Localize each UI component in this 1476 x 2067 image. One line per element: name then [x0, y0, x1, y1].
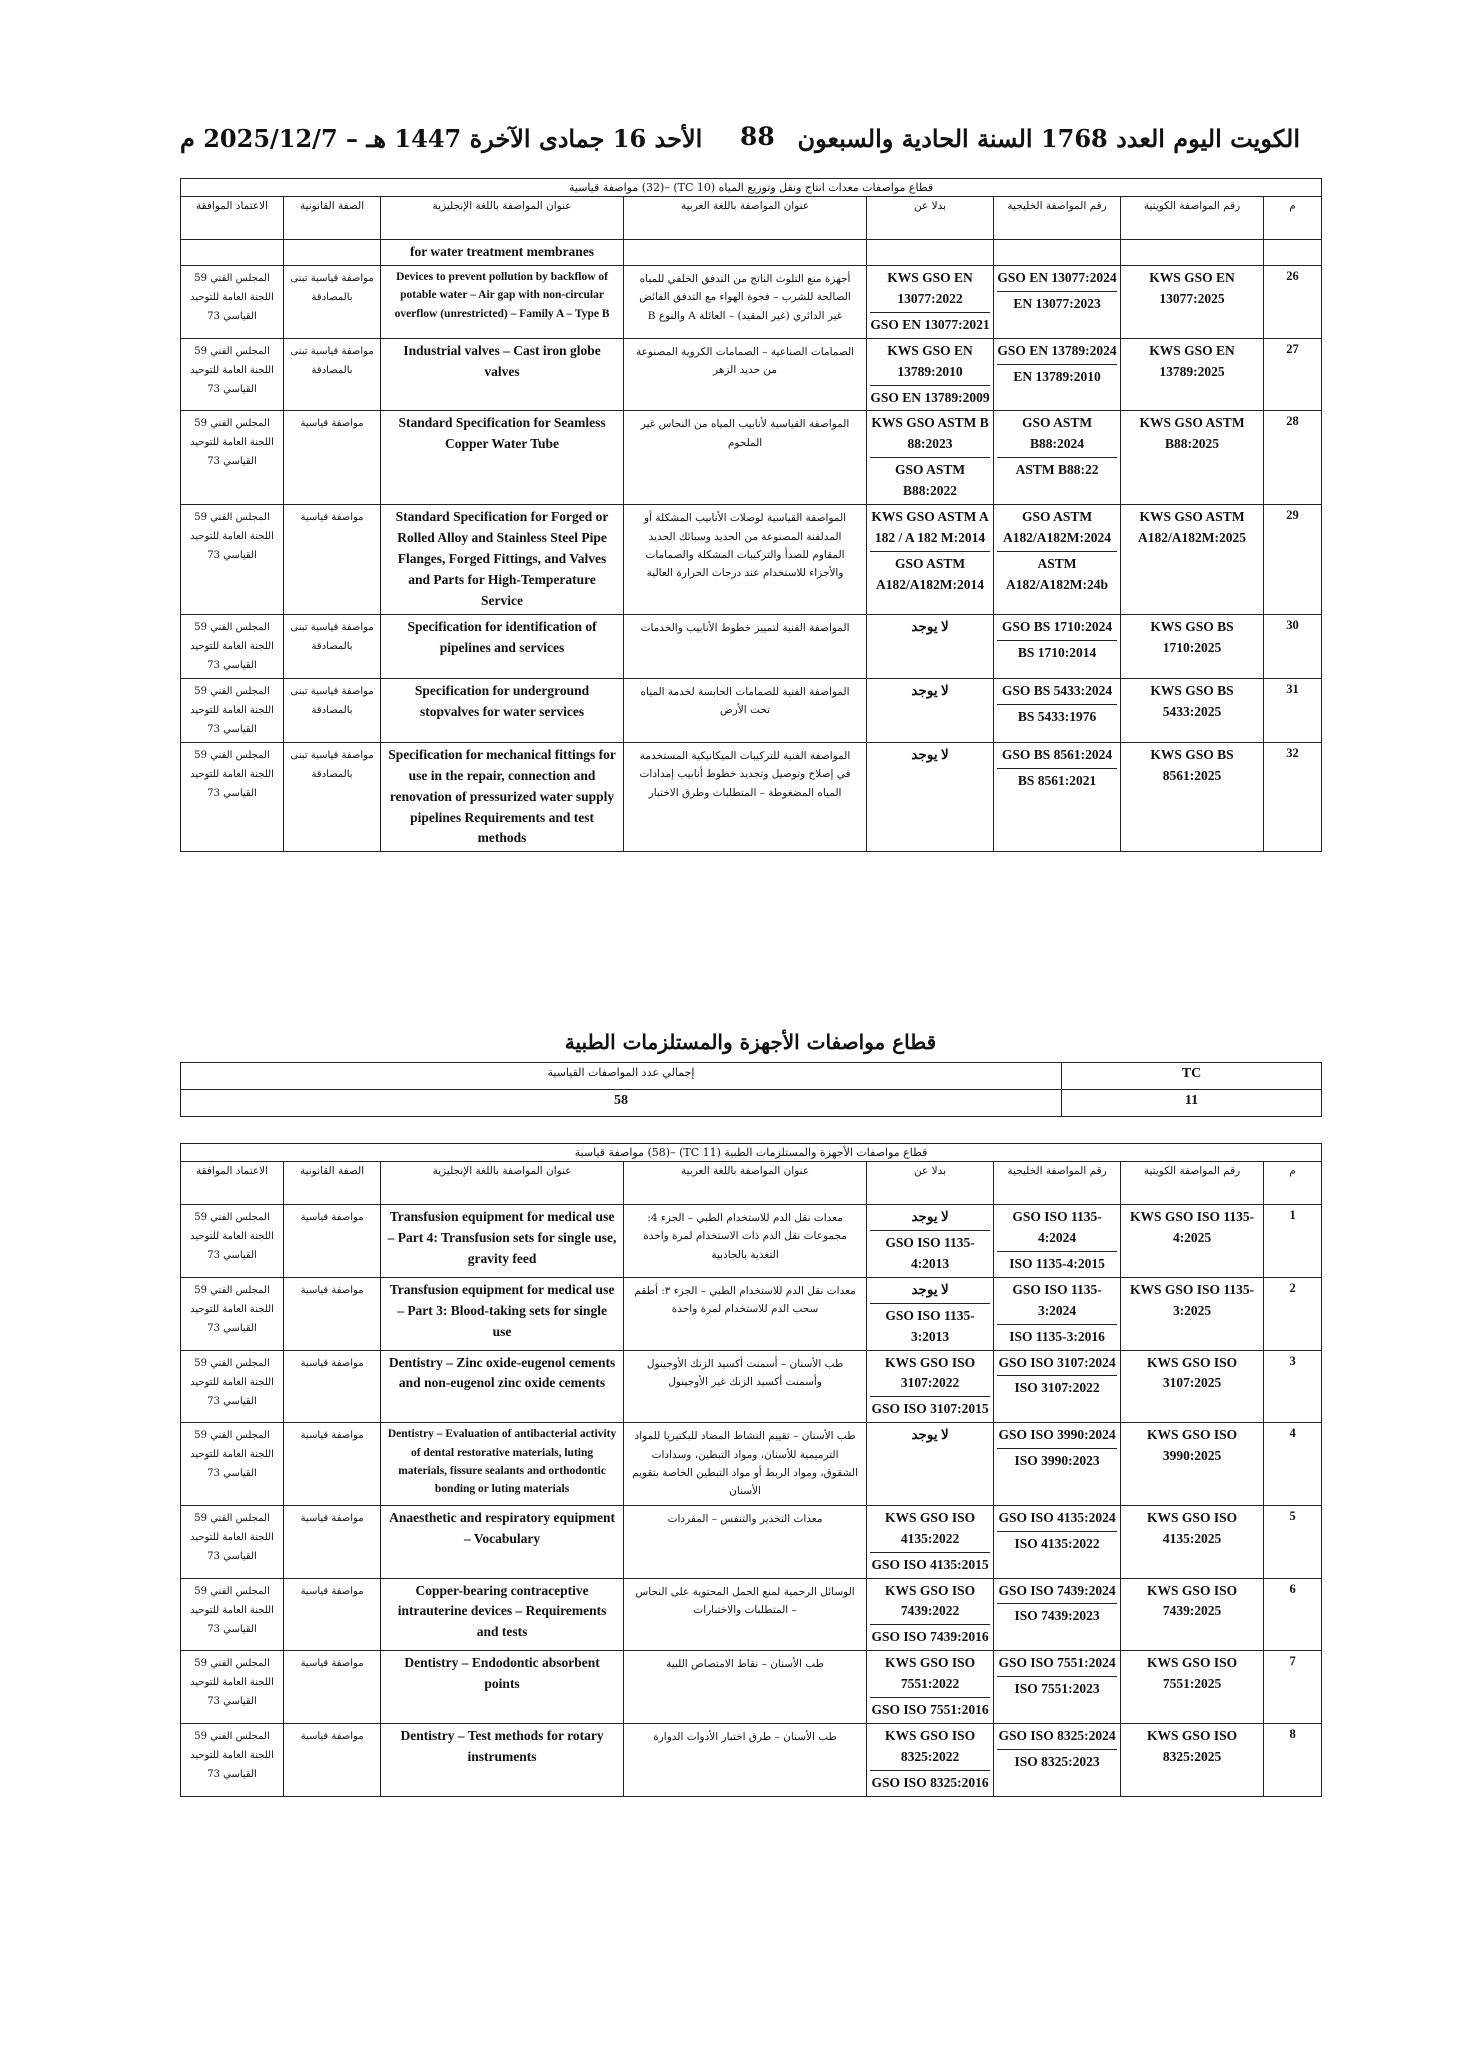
col-header-title-en: عنوان المواصفة باللغة الإنجليزية — [381, 1162, 624, 1205]
title-en: Industrial valves – Cast iron globe valves — [381, 338, 624, 411]
col-header-no: م — [1264, 1162, 1322, 1205]
gso-number-entry: GSO ISO 4135:2024 — [998, 1509, 1116, 1525]
table-row — [181, 1277, 1322, 1350]
col-header-status: الصفة القانونية — [284, 1162, 381, 1205]
total-label: إجمالي عدد المواصفات القياسية — [181, 1063, 1062, 1090]
table-row — [181, 1651, 1322, 1724]
replaces-entry: لا يوجد — [911, 1427, 949, 1443]
gso-number — [994, 1651, 1121, 1724]
legal-status: مواصفة قياسية — [284, 1350, 381, 1423]
replaces-entry: لا يوجد — [911, 746, 949, 762]
approval: المجلس الفني 59 اللجنة العامة للتوحيد القياسي 73 — [181, 411, 284, 505]
gso-number-entry: ASTM A182/A182M:24b — [997, 551, 1117, 596]
gso-number-entry: GSO BS 1710:2024 — [1001, 618, 1113, 634]
table-tc11 — [180, 1143, 1322, 1797]
page-header — [180, 118, 1300, 158]
title-ar: طب الأسنان – أسمنت أكسيد الزنك الأوجينول وأسمنت أكسيد الزنك غير الأوجينول — [624, 1350, 867, 1423]
gso-number-entry: EN 13789:2010 — [997, 364, 1117, 388]
table-caption: قطاع مواصفات الأجهزة والمستلزمات الطبية (TC 11) –(58) مواصفة قياسية — [181, 1144, 1322, 1162]
table-row — [181, 1423, 1322, 1506]
replaces-entry: GSO ISO 7551:2016 — [870, 1697, 990, 1721]
approval: المجلس الفني 59 اللجنة العامة للتوحيد القياسي 73 — [181, 1505, 284, 1578]
approval: المجلس الفني 59 اللجنة العامة للتوحيد القياسي 73 — [181, 1277, 284, 1350]
row-number: 4 — [1264, 1423, 1322, 1506]
title-en: Devices to prevent pollution by backflow of potable water – Air gap with non-circular overflow (unrestricted) – Family A – Type B — [381, 265, 624, 338]
row-number: 30 — [1264, 614, 1322, 678]
col-header-kws: رقم المواصفة الكويتية — [1121, 197, 1264, 240]
replaces-entry: KWS GSO ISO 4135:2022 — [885, 1509, 976, 1546]
gso-number-entry: BS 1710:2014 — [997, 640, 1117, 664]
gso-number-entry: ISO 7439:2023 — [997, 1603, 1117, 1627]
legal-status: مواصفة قياسية تبنى بالمصادقة — [284, 614, 381, 678]
kws-number: KWS GSO BS 1710:2025 — [1121, 614, 1264, 678]
table-row — [181, 505, 1322, 615]
row-number: 3 — [1264, 1350, 1322, 1423]
approval: المجلس الفني 59 اللجنة العامة للتوحيد القياسي 73 — [181, 338, 284, 411]
replaces — [867, 678, 994, 742]
title-ar: معدات نقل الدم للاستخدام الطبي – الجزء ٣: أطقم سحب الدم للاستخدام لمرة واحدة — [624, 1277, 867, 1350]
approval: المجلس الفني 59 اللجنة العامة للتوحيد القياسي 73 — [181, 1205, 284, 1278]
kws-number: KWS GSO ASTM B88:2025 — [1121, 411, 1264, 505]
gso-number — [994, 1724, 1121, 1797]
carry-over-title-en: for water treatment membranes — [381, 240, 624, 266]
gso-number-entry: GSO ISO 7439:2024 — [998, 1582, 1116, 1598]
legal-status: مواصفة قياسية — [284, 1423, 381, 1506]
title-en: Standard Specification for Seamless Copper Water Tube — [381, 411, 624, 505]
row-number: 28 — [1264, 411, 1322, 505]
approval: المجلس الفني 59 اللجنة العامة للتوحيد القياسي 73 — [181, 1423, 284, 1506]
kws-number: KWS GSO EN 13789:2025 — [1121, 338, 1264, 411]
replaces — [867, 1350, 994, 1423]
replaces-entry: KWS GSO ASTM B 88:2023 — [871, 415, 989, 452]
gso-number-entry: BS 8561:2021 — [997, 768, 1117, 792]
replaces-entry: KWS GSO EN 13789:2010 — [887, 342, 973, 379]
replaces-entry: KWS GSO ISO 8325:2022 — [885, 1728, 976, 1765]
row-number: 29 — [1264, 505, 1322, 615]
title-ar: طب الأسنان – طرق اختبار الأدوات الدوارة — [624, 1724, 867, 1797]
title-ar: طب الأسنان – تقييم النشاط المضاد للبكتيريا للمواد الترميمية للأسنان، ومواد التبطين، وسدادات الشقوق، ومواد الربط أو مواد التبطين الخاصة بتقويم الأسنان — [624, 1423, 867, 1506]
row-number: 6 — [1264, 1578, 1322, 1651]
table-row — [181, 742, 1322, 852]
kws-number: KWS GSO ISO 3990:2025 — [1121, 1423, 1264, 1506]
gso-number-entry: GSO ISO 1135-4:2024 — [1012, 1209, 1102, 1245]
header-issue: الكويت اليوم العدد 1768 السنة الحادية والسبعون — [797, 124, 1300, 153]
legal-status: مواصفة قياسية — [284, 1724, 381, 1797]
approval: المجلس الفني 59 اللجنة العامة للتوحيد القياسي 73 — [181, 265, 284, 338]
gso-number-entry: GSO ISO 8325:2024 — [998, 1728, 1116, 1744]
kws-number: KWS GSO ASTM A182/A182M:2025 — [1121, 505, 1264, 615]
gso-number-entry: GSO ISO 1135-3:2024 — [1012, 1281, 1102, 1318]
replaces-entry: GSO ISO 1135-4:2013 — [870, 1230, 990, 1275]
replaces-entry: GSO ASTM B88:2022 — [870, 457, 990, 502]
title-en: Dentistry – Test methods for rotary instruments — [381, 1724, 624, 1797]
gso-number-entry: ISO 3990:2023 — [997, 1448, 1117, 1472]
replaces-entry: لا يوجد — [911, 618, 949, 634]
gso-number — [994, 338, 1121, 411]
title-ar: المواصفة القياسية لوصلات الأنابيب المشكلة أو المدلفنة المصنوعة من الحديد وسبائك الحديد المقاوم للصدأ والتركيبات المشكلة والصمامات والأجزاء للاستخدام عند درجات الحرارة العالية — [624, 505, 867, 615]
title-en: Specification for identification of pipelines and services — [381, 614, 624, 678]
gso-number-entry: EN 13077:2023 — [997, 291, 1117, 315]
gso-number-entry: ISO 4135:2022 — [997, 1531, 1117, 1555]
row-number: 5 — [1264, 1505, 1322, 1578]
col-header-gso: رقم المواصفة الخليجية — [994, 1162, 1121, 1205]
approval: المجلس الفني 59 اللجنة العامة للتوحيد القياسي 73 — [181, 1350, 284, 1423]
replaces-entry: GSO EN 13077:2021 — [870, 312, 990, 336]
table-row — [181, 338, 1322, 411]
replaces — [867, 1651, 994, 1724]
title-en: Specification for mechanical fittings for use in the repair, connection and renovation of pressurized water supply pipelines Requirements and test methods — [381, 742, 624, 852]
replaces — [867, 742, 994, 852]
title-ar: أجهزة منع التلوث الناتج من التدفق الخلفي للمياه الصالحة للشرب – فجوة الهواء مع التدفق الفائض غير الدائري (غير المقيد) – العائلة A والنوع B — [624, 265, 867, 338]
kws-number: KWS GSO ISO 3107:2025 — [1121, 1350, 1264, 1423]
gso-number — [994, 742, 1121, 852]
title-ar: المواصفة الفنية للتركيبات الميكانيكية المستخدمة في إصلاح وتوصيل وتجديد خطوط أنابيب إمدادات المياه المضغوطة – المتطلبات وطرق الاختبار — [624, 742, 867, 852]
replaces-entry: GSO ASTM A182/A182M:2014 — [870, 551, 990, 596]
legal-status: مواصفة قياسية — [284, 1505, 381, 1578]
tc-label: TC — [1062, 1063, 1322, 1090]
gso-number — [994, 505, 1121, 615]
col-header-title-ar: عنوان المواصفة باللغة العربية — [624, 1162, 867, 1205]
replaces-entry: KWS GSO ASTM A 182 / A 182 M:2014 — [871, 509, 989, 546]
replaces — [867, 411, 994, 505]
approval: المجلس الفني 59 اللجنة العامة للتوحيد القياسي 73 — [181, 1578, 284, 1651]
gso-number-entry: GSO BS 5433:2024 — [1001, 682, 1113, 698]
gso-number-entry: ISO 3107:2022 — [997, 1375, 1117, 1399]
gso-number-entry: ISO 1135-3:2016 — [997, 1324, 1117, 1348]
replaces — [867, 1724, 994, 1797]
row-number: 8 — [1264, 1724, 1322, 1797]
kws-number: KWS GSO ISO 7551:2025 — [1121, 1651, 1264, 1724]
gso-number-entry: GSO BS 8561:2024 — [1001, 746, 1113, 762]
col-header-status: الصفة القانونية — [284, 197, 381, 240]
col-header-title-ar: عنوان المواصفة باللغة العربية — [624, 197, 867, 240]
approval: المجلس الفني 59 اللجنة العامة للتوحيد القياسي 73 — [181, 1724, 284, 1797]
title-ar: الصمامات الصناعية – الصمامات الكروية المصنوعة من حديد الزهر — [624, 338, 867, 411]
replaces-entry: GSO ISO 7439:2016 — [870, 1624, 990, 1648]
gso-number — [994, 1350, 1121, 1423]
gso-number-entry: GSO ASTM B88:2024 — [1021, 415, 1093, 452]
title-ar: المواصفة القياسية لأنابيب المياه من النحاس غير الملحوم — [624, 411, 867, 505]
gso-number-entry: GSO ISO 3990:2024 — [998, 1427, 1116, 1443]
title-ar: طب الأسنان – نقاط الامتصاص اللبية — [624, 1651, 867, 1724]
gso-number — [994, 678, 1121, 742]
gso-number — [994, 1578, 1121, 1651]
legal-status: مواصفة قياسية تبنى بالمصادقة — [284, 742, 381, 852]
title-en: Anaesthetic and respiratory equipment – Vocabulary — [381, 1505, 624, 1578]
replaces-entry: GSO ISO 4135:2015 — [870, 1552, 990, 1576]
title-en: Standard Specification for Forged or Rolled Alloy and Stainless Steel Pipe Flanges, Forged Fittings, and Valves and Parts for High-Temperature Service — [381, 505, 624, 615]
kws-number: KWS GSO ISO 4135:2025 — [1121, 1505, 1264, 1578]
table-row — [181, 1205, 1322, 1278]
table-row — [181, 1724, 1322, 1797]
col-header-approval: الاعتماد الموافقة — [181, 1162, 284, 1205]
title-ar: الوسائل الرحمية لمنع الحمل المحتوية على النحاس – المتطلبات والاختبارات — [624, 1578, 867, 1651]
replaces-entry: GSO ISO 1135-3:2013 — [870, 1303, 990, 1348]
col-header-gso: رقم المواصفة الخليجية — [994, 197, 1121, 240]
gso-number — [994, 614, 1121, 678]
replaces — [867, 505, 994, 615]
section-title: قطاع مواصفات الأجهزة والمستلزمات الطبية — [564, 1030, 937, 1054]
gso-number-entry: ISO 7551:2023 — [997, 1676, 1117, 1700]
table-tc10 — [180, 178, 1322, 852]
legal-status: مواصفة قياسية — [284, 1205, 381, 1278]
row-number: 26 — [1264, 265, 1322, 338]
gso-number-entry: ISO 1135-4:2015 — [997, 1251, 1117, 1275]
legal-status: مواصفة قياسية تبنى بالمصادقة — [284, 678, 381, 742]
col-header-title-en: عنوان المواصفة باللغة الإنجليزية — [381, 197, 624, 240]
tc-value: 11 — [1062, 1090, 1322, 1117]
approval: المجلس الفني 59 اللجنة العامة للتوحيد القياسي 73 — [181, 505, 284, 615]
gso-number — [994, 1423, 1121, 1506]
replaces — [867, 1505, 994, 1578]
row-number: 2 — [1264, 1277, 1322, 1350]
row-number: 7 — [1264, 1651, 1322, 1724]
replaces-entry: GSO ISO 8325:2016 — [870, 1770, 990, 1794]
replaces — [867, 338, 994, 411]
replaces — [867, 1578, 994, 1651]
col-header-approval: الاعتماد الموافقة — [181, 197, 284, 240]
gso-number — [994, 411, 1121, 505]
kws-number: KWS GSO ISO 8325:2025 — [1121, 1724, 1264, 1797]
gso-number — [994, 1505, 1121, 1578]
replaces-entry: KWS GSO EN 13077:2022 — [887, 269, 973, 306]
row-number: 32 — [1264, 742, 1322, 852]
legal-status: مواصفة قياسية — [284, 1578, 381, 1651]
title-en: Specification for underground stopvalves for water services — [381, 678, 624, 742]
legal-status: مواصفة قياسية — [284, 1651, 381, 1724]
gso-number-entry: GSO ASTM A182/A182M:2024 — [1003, 509, 1112, 546]
replaces — [867, 1205, 994, 1278]
col-header-replaces: بدلا عن — [867, 197, 994, 240]
title-en: Dentistry – Zinc oxide-eugenol cements and non-eugenol zinc oxide cements — [381, 1350, 624, 1423]
table-row — [181, 265, 1322, 338]
gso-number-entry: GSO ISO 7551:2024 — [998, 1655, 1116, 1671]
replaces-entry: لا يوجد — [911, 682, 949, 698]
column-header-row — [181, 197, 1322, 240]
table-row — [181, 614, 1322, 678]
summary-table — [180, 1062, 1322, 1117]
gso-number-entry: GSO ISO 3107:2024 — [998, 1354, 1116, 1370]
replaces-entry: KWS GSO ISO 7439:2022 — [885, 1582, 976, 1619]
table-row — [181, 1578, 1322, 1651]
replaces — [867, 1277, 994, 1350]
legal-status: مواصفة قياسية — [284, 1277, 381, 1350]
replaces-entry: KWS GSO ISO 7551:2022 — [885, 1655, 976, 1692]
replaces-entry: GSO EN 13789:2009 — [870, 385, 990, 409]
legal-status: مواصفة قياسية — [284, 505, 381, 615]
replaces — [867, 1423, 994, 1506]
page-number: 88 — [740, 122, 775, 151]
gso-number — [994, 1277, 1121, 1350]
title-en: Transfusion equipment for medical use – Part 3: Blood-taking sets for single use — [381, 1277, 624, 1350]
gso-number-entry: GSO EN 13077:2024 — [997, 269, 1117, 285]
title-ar: معدات التخدير والتنفس – المفردات — [624, 1505, 867, 1578]
legal-status: مواصفة قياسية تبنى بالمصادقة — [284, 338, 381, 411]
table-row — [181, 411, 1322, 505]
gso-number — [994, 265, 1121, 338]
gso-number-entry: GSO EN 13789:2024 — [997, 342, 1117, 358]
title-en: Dentistry – Evaluation of antibacterial activity of dental restorative materials, luting materials, fissure sealants and orthodontic bonding or luting materials — [381, 1423, 624, 1506]
approval: المجلس الفني 59 اللجنة العامة للتوحيد القياسي 73 — [181, 742, 284, 852]
replaces — [867, 614, 994, 678]
kws-number: KWS GSO ISO 1135-3:2025 — [1121, 1277, 1264, 1350]
replaces — [867, 265, 994, 338]
replaces-entry: لا يوجد — [911, 1209, 949, 1224]
replaces-entry: GSO ISO 3107:2015 — [870, 1396, 990, 1420]
replaces-entry: لا يوجد — [911, 1281, 949, 1297]
title-ar: المواصفة الفنية لتمييز خطوط الأنابيب والخدمات — [624, 614, 867, 678]
kws-number: KWS GSO BS 8561:2025 — [1121, 742, 1264, 852]
row-number: 31 — [1264, 678, 1322, 742]
col-header-no: م — [1264, 197, 1322, 240]
title-en: Copper-bearing contraceptive intrauterine devices – Requirements and tests — [381, 1578, 624, 1651]
title-ar: المواصفة الفنية للصمامات الحابسة لخدمة المياه تحت الأرض — [624, 678, 867, 742]
kws-number: KWS GSO ISO 7439:2025 — [1121, 1578, 1264, 1651]
gso-number-entry: ASTM B88:22 — [997, 457, 1117, 481]
row-number: 27 — [1264, 338, 1322, 411]
gso-number — [994, 1205, 1121, 1278]
approval: المجلس الفني 59 اللجنة العامة للتوحيد القياسي 73 — [181, 1651, 284, 1724]
table-row — [181, 1505, 1322, 1578]
legal-status: مواصفة قياسية — [284, 411, 381, 505]
column-header-row — [181, 1162, 1322, 1205]
approval: المجلس الفني 59 اللجنة العامة للتوحيد القياسي 73 — [181, 678, 284, 742]
title-ar: معدات نقل الدم للاستخدام الطبي – الجزء 4: مجموعات نقل الدم ذات الاستخدام لمرة واحدة التغذية بالجاذبية — [624, 1205, 867, 1278]
approval: المجلس الفني 59 اللجنة العامة للتوحيد القياسي 73 — [181, 614, 284, 678]
kws-number: KWS GSO EN 13077:2025 — [1121, 265, 1264, 338]
row-number: 1 — [1264, 1205, 1322, 1278]
legal-status: مواصفة قياسية تبنى بالمصادقة — [284, 265, 381, 338]
header-date: الأحد 16 جمادى الآخرة 1447 هـ – 2025/12/7 م — [180, 124, 703, 153]
title-en: Dentistry – Endodontic absorbent points — [381, 1651, 624, 1724]
table-row — [181, 678, 1322, 742]
col-header-replaces: بدلا عن — [867, 1162, 994, 1205]
carry-over-row — [181, 240, 1322, 266]
replaces-entry: KWS GSO ISO 3107:2022 — [885, 1354, 976, 1391]
title-en: Transfusion equipment for medical use – Part 4: Transfusion sets for single use, gravity feed — [381, 1205, 624, 1278]
total-value: 58 — [181, 1090, 1062, 1117]
table-caption: قطاع مواصفات معدات انتاج ونقل وتوزيع المياه (TC 10) –(32) مواصفة قياسية — [181, 179, 1322, 197]
gso-number-entry: BS 5433:1976 — [997, 704, 1117, 728]
kws-number: KWS GSO BS 5433:2025 — [1121, 678, 1264, 742]
kws-number: KWS GSO ISO 1135-4:2025 — [1121, 1205, 1264, 1278]
gso-number-entry: ISO 8325:2023 — [997, 1749, 1117, 1773]
col-header-kws: رقم المواصفة الكويتية — [1121, 1162, 1264, 1205]
table-row — [181, 1350, 1322, 1423]
